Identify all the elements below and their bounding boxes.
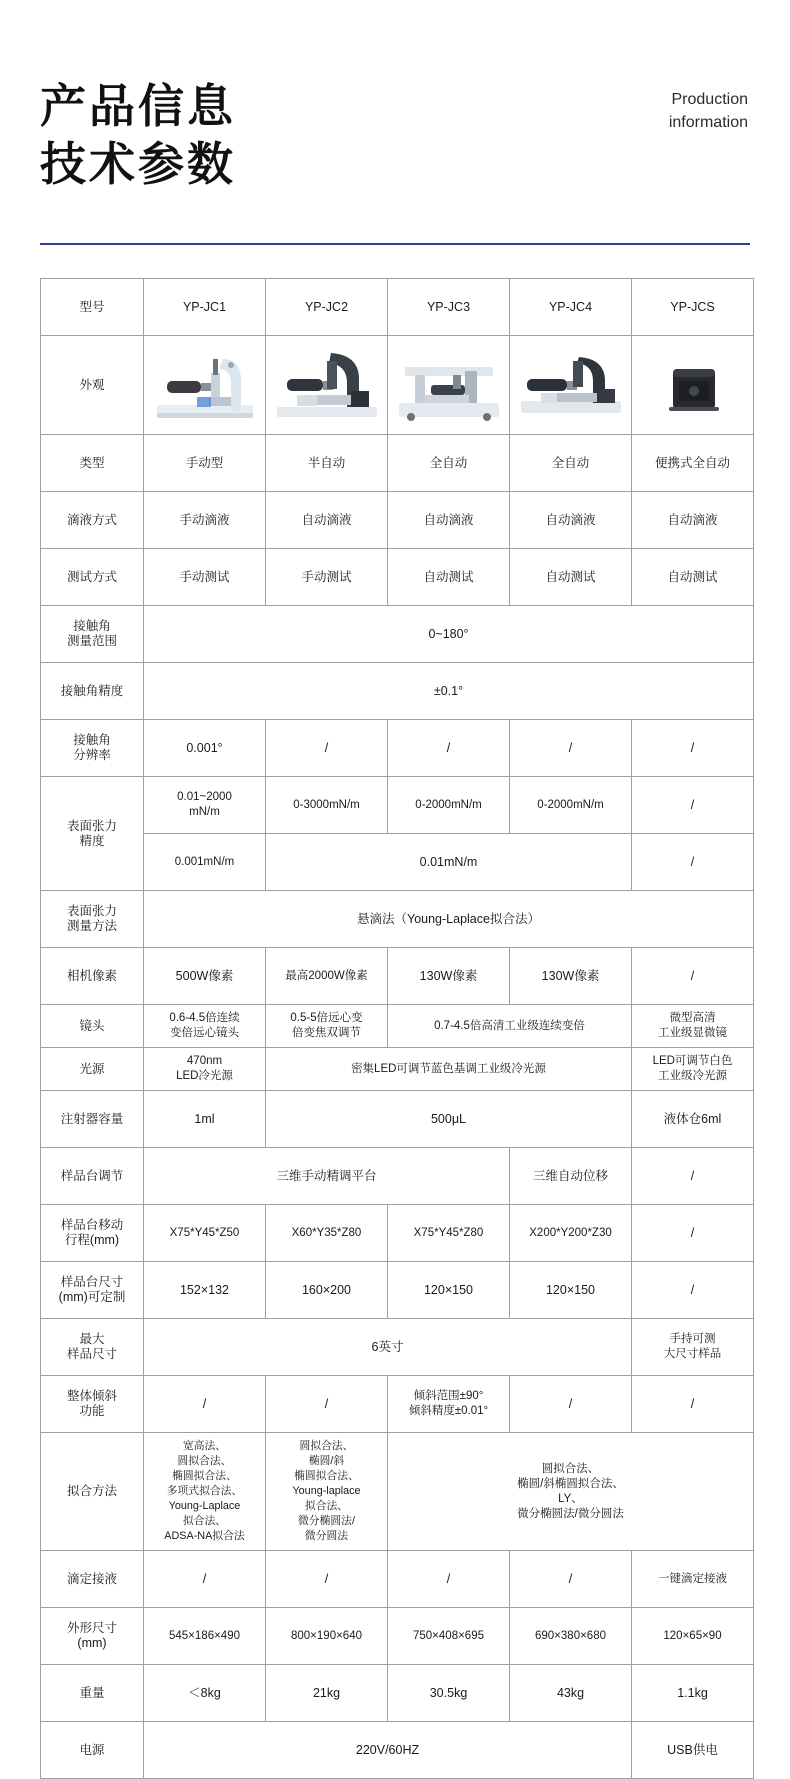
table-row-light-source [41, 1048, 754, 1091]
row-label-tilt-function: 整体倾斜 功能 [41, 1376, 144, 1433]
cell-dimensions-jc1: 545×186×490 [144, 1608, 266, 1665]
cell-dimensions-jc3: 750×408×695 [388, 1608, 510, 1665]
cell-lens-jc34: 0.7-4.5倍高清工业级连续变倍 [388, 1005, 632, 1048]
cell-max-sample-size-jcs: 手持可测 大尺寸样品 [632, 1319, 754, 1376]
device-image-jcs [639, 345, 747, 425]
cell-tension-range-jcs: / [632, 777, 754, 834]
table-row-contact-angle-resolution [41, 720, 754, 777]
table-row-weight [41, 1665, 754, 1722]
cell-weight-jc2: 21kg [266, 1665, 388, 1722]
cell-dosing-jc4: 自动滴液 [510, 492, 632, 549]
row-label-fitting-methods: 拟合方法 [41, 1433, 144, 1551]
cell-titration-jcs: 一键滴定接液 [632, 1551, 754, 1608]
cell-contact-angle-accuracy: ±0.1° [144, 663, 754, 720]
cell-weight-jc1: ＜8kg [144, 1665, 266, 1722]
cell-resolution-jc1: 0.001° [144, 720, 266, 777]
cell-model-jc4: YP-JC4 [510, 279, 632, 336]
cell-appearance-jcs [632, 336, 754, 435]
table-row-camera-pixels [41, 948, 754, 1005]
row-label-contact-angle-accuracy: 接触角精度 [41, 663, 144, 720]
cell-power-jcs: USB供电 [632, 1722, 754, 1779]
cell-titration-jc2: / [266, 1551, 388, 1608]
cell-model-jc3: YP-JC3 [388, 279, 510, 336]
cell-weight-jc4: 43kg [510, 1665, 632, 1722]
cell-tilt-jc3: 倾斜范围±90° 倾斜精度±0.01° [388, 1376, 510, 1433]
table-row-type [41, 435, 754, 492]
table-row-surface-tension-range [41, 777, 754, 834]
cell-type-jcs: 便携式全自动 [632, 435, 754, 492]
cell-tension-range-jc1: 0.01~2000 mN/m [144, 777, 266, 834]
row-label-surface-tension: 表面张力 精度 [41, 777, 144, 891]
cell-tension-range-jc4: 0-2000mN/m [510, 777, 632, 834]
device-image-jc2 [273, 345, 381, 425]
cell-fitting-jc2: 圆拟合法、 椭圆/斜 椭圆拟合法、 Young-laplace 拟合法、 微分椭圆法/ 微分圆法 [266, 1433, 388, 1551]
cell-light-jcs: LED可调节白色 工业级冷光源 [632, 1048, 754, 1091]
table-row-appearance [41, 336, 754, 435]
cell-lens-jc2: 0.5-5倍远心变 倍变焦双调节 [266, 1005, 388, 1048]
header-divider [40, 243, 750, 245]
cell-light-jc1: 470nm LED冷光源 [144, 1048, 266, 1091]
cell-appearance-jc1 [144, 336, 266, 435]
cell-stage-size-jcs: / [632, 1262, 754, 1319]
cell-tension-acc-jcs: / [632, 834, 754, 891]
table-row-contact-angle-accuracy [41, 663, 754, 720]
table-row-syringe-capacity [41, 1091, 754, 1148]
row-label-type: 类型 [41, 435, 144, 492]
cell-type-jc2: 半自动 [266, 435, 388, 492]
cell-contact-angle-range: 0~180° [144, 606, 754, 663]
device-image-jc1 [151, 345, 259, 425]
cell-resolution-jc2: / [266, 720, 388, 777]
cell-test-jc4: 自动测试 [510, 549, 632, 606]
cell-model-jc2: YP-JC2 [266, 279, 388, 336]
cell-dosing-jc2: 自动滴液 [266, 492, 388, 549]
row-label-surface-tension-method: 表面张力 测量方法 [41, 891, 144, 948]
page-title [40, 78, 236, 194]
row-label-stage-size: 样品台尺寸 (mm)可定制 [41, 1262, 144, 1319]
row-label-stage-travel: 样品台移动 行程(mm) [41, 1205, 144, 1262]
cell-surface-tension-method: 悬滴法（Young-Laplace拟合法） [144, 891, 754, 948]
cell-test-jc2: 手动测试 [266, 549, 388, 606]
device-image-jc4 [517, 345, 625, 425]
cell-dosing-jc3: 自动滴液 [388, 492, 510, 549]
row-label-stage-adjust: 样品台调节 [41, 1148, 144, 1205]
cell-tilt-jc4: / [510, 1376, 632, 1433]
page-header [0, 0, 790, 190]
cell-appearance-jc3 [388, 336, 510, 435]
table-row-stage-travel [41, 1205, 754, 1262]
row-label-test-method: 测试方式 [41, 549, 144, 606]
table-row-titration-connection [41, 1551, 754, 1608]
row-label-appearance: 外观 [41, 336, 144, 435]
cell-appearance-jc2 [266, 336, 388, 435]
table-row-stage-adjust [41, 1148, 754, 1205]
table-row-power [41, 1722, 754, 1779]
cell-travel-jc3: X75*Y45*Z80 [388, 1205, 510, 1262]
cell-power-main: 220V/60HZ [144, 1722, 632, 1779]
cell-model-jc1: YP-JC1 [144, 279, 266, 336]
cell-titration-jc1: / [144, 1551, 266, 1608]
cell-tension-range-jc2: 0-3000mN/m [266, 777, 388, 834]
cell-stage-adjust-jcs: / [632, 1148, 754, 1205]
row-label-contact-angle-resolution: 接触角 分辨率 [41, 720, 144, 777]
title-english-line-1: Production [671, 91, 748, 108]
table-row-lens [41, 1005, 754, 1048]
table-row-contact-angle-range [41, 606, 754, 663]
cell-stage-size-jc2: 160×200 [266, 1262, 388, 1319]
cell-fitting-jc1: 宽高法、 圆拟合法、 椭圆拟合法、 多项式拟合法、 Young-Laplace 拟合法、 ADSA-NA拟合法 [144, 1433, 266, 1551]
cell-type-jc4: 全自动 [510, 435, 632, 492]
title-english-line-2: information [668, 114, 748, 131]
cell-dimensions-jc2: 800×190×640 [266, 1608, 388, 1665]
title-english [669, 88, 748, 134]
cell-camera-jc4: 130W像素 [510, 948, 632, 1005]
spec-table-wrapper [40, 278, 733, 1779]
cell-resolution-jc4: / [510, 720, 632, 777]
cell-dosing-jcs: 自动滴液 [632, 492, 754, 549]
title-line-1: 产品信息 [40, 81, 236, 132]
cell-light-mid: 密集LED可调节蓝色基调工业级冷光源 [266, 1048, 632, 1091]
cell-model-jcs: YP-JCS [632, 279, 754, 336]
cell-camera-jc1: 500W像素 [144, 948, 266, 1005]
table-row-model [41, 279, 754, 336]
table-row-dosing-method [41, 492, 754, 549]
title-line-2: 技术参数 [40, 139, 236, 190]
device-image-jc3 [395, 345, 503, 425]
cell-tension-range-jc3: 0-2000mN/m [388, 777, 510, 834]
row-label-light-source: 光源 [41, 1048, 144, 1091]
row-label-model: 型号 [41, 279, 144, 336]
table-row-tilt-function [41, 1376, 754, 1433]
cell-syringe-mid: 500μL [266, 1091, 632, 1148]
cell-stage-adjust-auto: 三维自动位移 [510, 1148, 632, 1205]
cell-appearance-jc4 [510, 336, 632, 435]
cell-syringe-jc1: 1ml [144, 1091, 266, 1148]
table-row-fitting-methods [41, 1433, 754, 1551]
row-label-camera-pixels: 相机像素 [41, 948, 144, 1005]
cell-travel-jc2: X60*Y35*Z80 [266, 1205, 388, 1262]
row-label-titration-connection: 滴定接液 [41, 1551, 144, 1608]
cell-camera-jc3: 130W像素 [388, 948, 510, 1005]
cell-dimensions-jc4: 690×380×680 [510, 1608, 632, 1665]
cell-tilt-jc1: / [144, 1376, 266, 1433]
cell-camera-jc2: 最高2000W像素 [266, 948, 388, 1005]
cell-test-jc3: 自动测试 [388, 549, 510, 606]
row-label-lens: 镜头 [41, 1005, 144, 1048]
cell-weight-jcs: 1.1kg [632, 1665, 754, 1722]
cell-test-jc1: 手动测试 [144, 549, 266, 606]
row-label-weight: 重量 [41, 1665, 144, 1722]
row-label-power: 电源 [41, 1722, 144, 1779]
cell-resolution-jc3: / [388, 720, 510, 777]
cell-max-sample-size-main: 6英寸 [144, 1319, 632, 1376]
cell-resolution-jcs: / [632, 720, 754, 777]
table-row-test-method [41, 549, 754, 606]
cell-lens-jc1: 0.6-4.5倍连续 变倍远心镜头 [144, 1005, 266, 1048]
cell-stage-adjust-manual: 三维手动精调平台 [144, 1148, 510, 1205]
cell-travel-jc4: X200*Y200*Z30 [510, 1205, 632, 1262]
cell-tilt-jcs: / [632, 1376, 754, 1433]
cell-travel-jcs: / [632, 1205, 754, 1262]
cell-weight-jc3: 30.5kg [388, 1665, 510, 1722]
cell-syringe-jcs: 液体仓6ml [632, 1091, 754, 1148]
spec-table [40, 278, 754, 1779]
cell-test-jcs: 自动测试 [632, 549, 754, 606]
table-row-max-sample-size [41, 1319, 754, 1376]
cell-lens-jcs: 微型高清 工业级显微镜 [632, 1005, 754, 1048]
row-label-max-sample-size: 最大 样品尺寸 [41, 1319, 144, 1376]
cell-travel-jc1: X75*Y45*Z50 [144, 1205, 266, 1262]
cell-camera-jcs: / [632, 948, 754, 1005]
row-label-dimensions: 外形尺寸 (mm) [41, 1608, 144, 1665]
row-label-dosing-method: 滴液方式 [41, 492, 144, 549]
cell-titration-jc3: / [388, 1551, 510, 1608]
cell-dosing-jc1: 手动滴液 [144, 492, 266, 549]
cell-stage-size-jc3: 120×150 [388, 1262, 510, 1319]
cell-stage-size-jc1: 152×132 [144, 1262, 266, 1319]
cell-dimensions-jcs: 120×65×90 [632, 1608, 754, 1665]
cell-type-jc3: 全自动 [388, 435, 510, 492]
cell-tension-acc-jc1: 0.001mN/m [144, 834, 266, 891]
cell-tilt-jc2: / [266, 1376, 388, 1433]
table-row-stage-size [41, 1262, 754, 1319]
row-label-syringe-capacity: 注射器容量 [41, 1091, 144, 1148]
table-row-surface-tension-accuracy [41, 834, 754, 891]
table-row-surface-tension-method [41, 891, 754, 948]
cell-tension-acc-mid: 0.01mN/m [266, 834, 632, 891]
row-label-contact-angle-range: 接触角 测量范围 [41, 606, 144, 663]
table-row-dimensions [41, 1608, 754, 1665]
cell-titration-jc4: / [510, 1551, 632, 1608]
cell-type-jc1: 手动型 [144, 435, 266, 492]
cell-stage-size-jc4: 120×150 [510, 1262, 632, 1319]
cell-fitting-jc34s: 圆拟合法、 椭圆/斜椭圆拟合法、 LY、 微分椭圆法/微分圆法 [388, 1433, 754, 1551]
